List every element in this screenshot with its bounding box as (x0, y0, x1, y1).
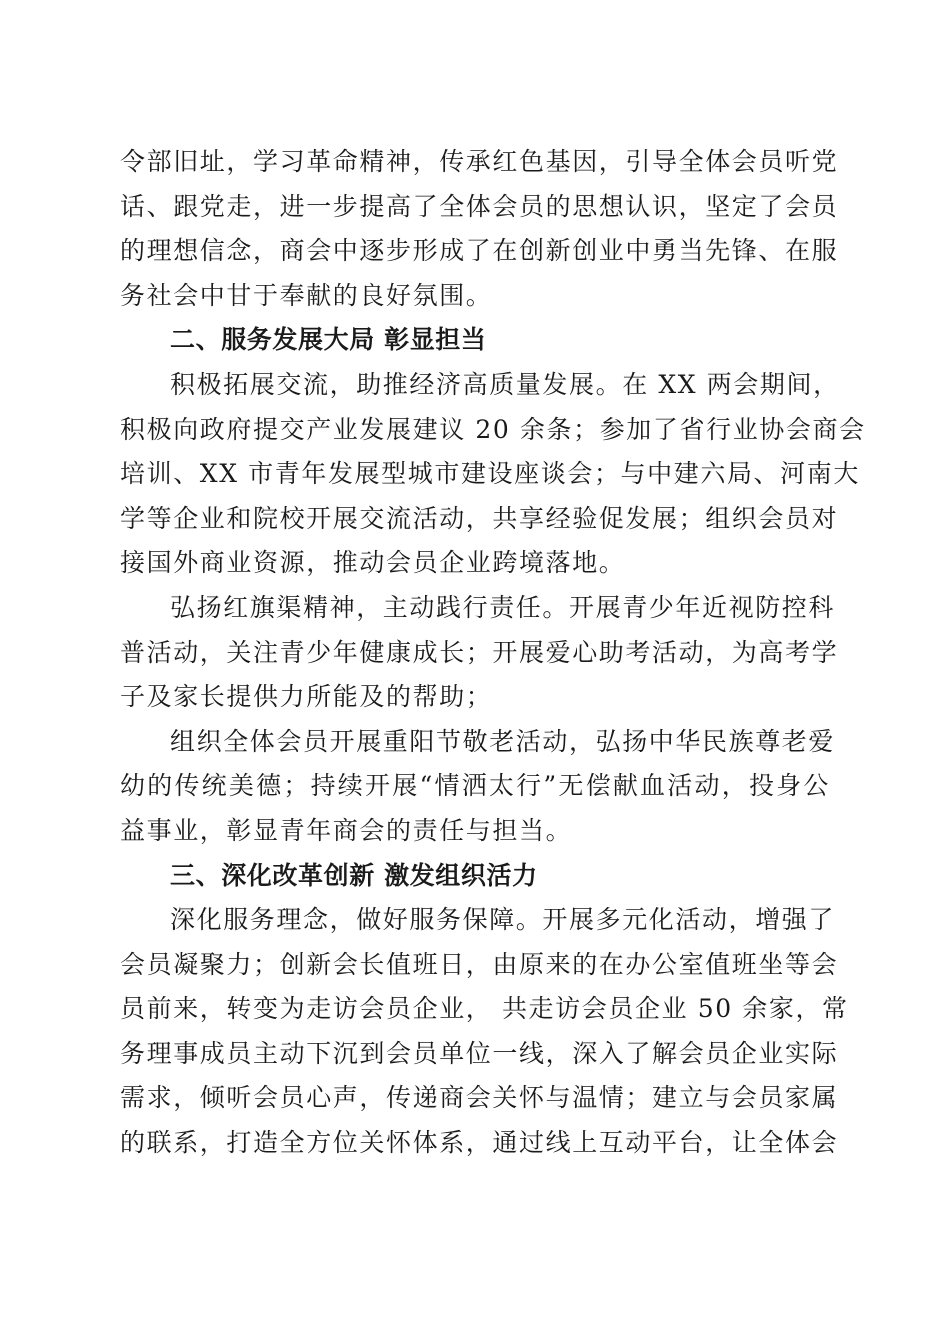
text-line: 积极拓展交流，助推经济高质量发展。在 XX 两会期间， (170, 369, 840, 399)
section-heading-3: 三、深化改革创新 激发组织活力 (170, 860, 538, 890)
text-line: 的理想信念，商会中逐步形成了在创新创业中勇当先锋、在服 (120, 236, 839, 266)
paragraph-1 (120, 140, 839, 318)
text-line: 幼的传统美德；持续开展“情洒太行”无偿献血活动，投身公 (120, 771, 830, 801)
text-line: 学等企业和院校开展交流活动，共享经验促发展；组织会员对 (120, 503, 839, 533)
paragraph-3 (120, 586, 839, 720)
text-line: 令部旧址，学习革命精神，传承红色基因，引导全体会员听党 (120, 147, 839, 176)
document-body (120, 140, 866, 1166)
text-line: 积极向政府提交产业发展建议 20 余条；参加了省行业协会商会 (120, 414, 866, 444)
text-line: 普活动，关注青少年健康成长；开展爱心助考活动，为高考学 (120, 637, 839, 667)
text-line: 组织全体会员开展重阳节敬老活动，弘扬中华民族尊老爱 (170, 726, 836, 756)
text-line: 务理事成员主动下沉到会员单位一线，深入了解会员企业实际 (120, 1038, 839, 1068)
text-line: 的联系，打造全方位关怀体系，通过线上互动平台，让全体会 (120, 1128, 839, 1158)
text-line: 益事业，彰显青年商会的责任与担当。 (120, 815, 573, 845)
text-line: 培训、XX 市青年发展型城市建设座谈会；与中建六局、河南大 (120, 459, 860, 489)
paragraph-2 (120, 363, 866, 586)
text-line: 接国外商业资源，推动会员企业跨境落地。 (120, 548, 626, 578)
paragraph-5 (120, 898, 849, 1166)
paragraph-4 (120, 720, 836, 854)
text-line: 员前来，转变为走访会员企业， 共走访会员企业 50 余家，常 (120, 994, 849, 1024)
text-line: 需求，倾听会员心声，传递商会关怀与温情；建立与会员家属 (120, 1083, 839, 1113)
text-line: 会员凝聚力；创新会长值班日，由原来的在办公室值班坐等会 (120, 949, 839, 979)
text-line: 话、跟党走，进一步提高了全体会员的思想认识，坚定了会员 (120, 191, 839, 221)
text-line: 深化服务理念，做好服务保障。开展多元化活动，增强了 (170, 905, 836, 935)
text-line: 子及家长提供力所能及的帮助； (120, 682, 493, 712)
section-heading-2: 二、服务发展大局 彰显担当 (170, 325, 487, 355)
text-line: 弘扬红旗渠精神，主动践行责任。开展青少年近视防控科 (170, 592, 836, 622)
text-line: 务社会中甘于奉献的良好氛围。 (120, 280, 493, 310)
